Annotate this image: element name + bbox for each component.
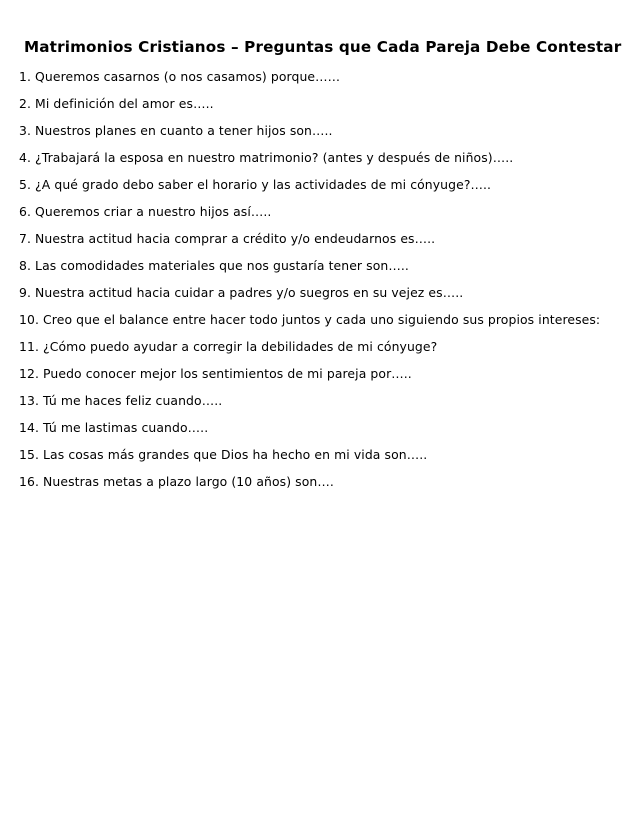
question-item-6: 6. Queremos criar a nuestro hijos así….. <box>19 204 272 219</box>
question-item-7: 7. Nuestra actitud hacia comprar a crédito y/o endeudarnos es….. <box>19 231 436 246</box>
question-item-1: 1. Queremos casarnos (o nos casamos) porque…… <box>19 69 341 84</box>
question-item-11: 11. ¿Cómo puedo ayudar a corregir la debilidades de mi cónyuge? <box>19 339 438 354</box>
document-title: Matrimonios Cristianos – Preguntas que Cada Pareja Debe Contestar <box>24 38 622 56</box>
question-item-4: 4. ¿Trabajará la esposa en nuestro matrimonio? (antes y después de niños)….. <box>19 150 514 165</box>
question-item-9: 9. Nuestra actitud hacia cuidar a padres y/o suegros en su vejez es….. <box>19 285 464 300</box>
question-item-16: 16. Nuestras metas a plazo largo (10 años) son…. <box>19 474 334 489</box>
question-item-2: 2. Mi definición del amor es….. <box>19 96 214 111</box>
question-item-5: 5. ¿A qué grado debo saber el horario y las actividades de mi cónyuge?….. <box>19 177 492 192</box>
question-item-10: 10. Creo que el balance entre hacer todo juntos y cada uno siguiendo sus propios intereses: <box>19 312 601 327</box>
question-item-3: 3. Nuestros planes en cuanto a tener hijos son….. <box>19 123 333 138</box>
question-item-15: 15. Las cosas más grandes que Dios ha hecho en mi vida son….. <box>19 447 428 462</box>
question-item-14: 14. Tú me lastimas cuando….. <box>19 420 209 435</box>
question-item-13: 13. Tú me haces feliz cuando….. <box>19 393 223 408</box>
question-list <box>19 68 600 500</box>
question-item-12: 12. Puedo conocer mejor los sentimientos de mi pareja por….. <box>19 366 412 381</box>
question-item-8: 8. Las comodidades materiales que nos gustaría tener son….. <box>19 258 409 273</box>
